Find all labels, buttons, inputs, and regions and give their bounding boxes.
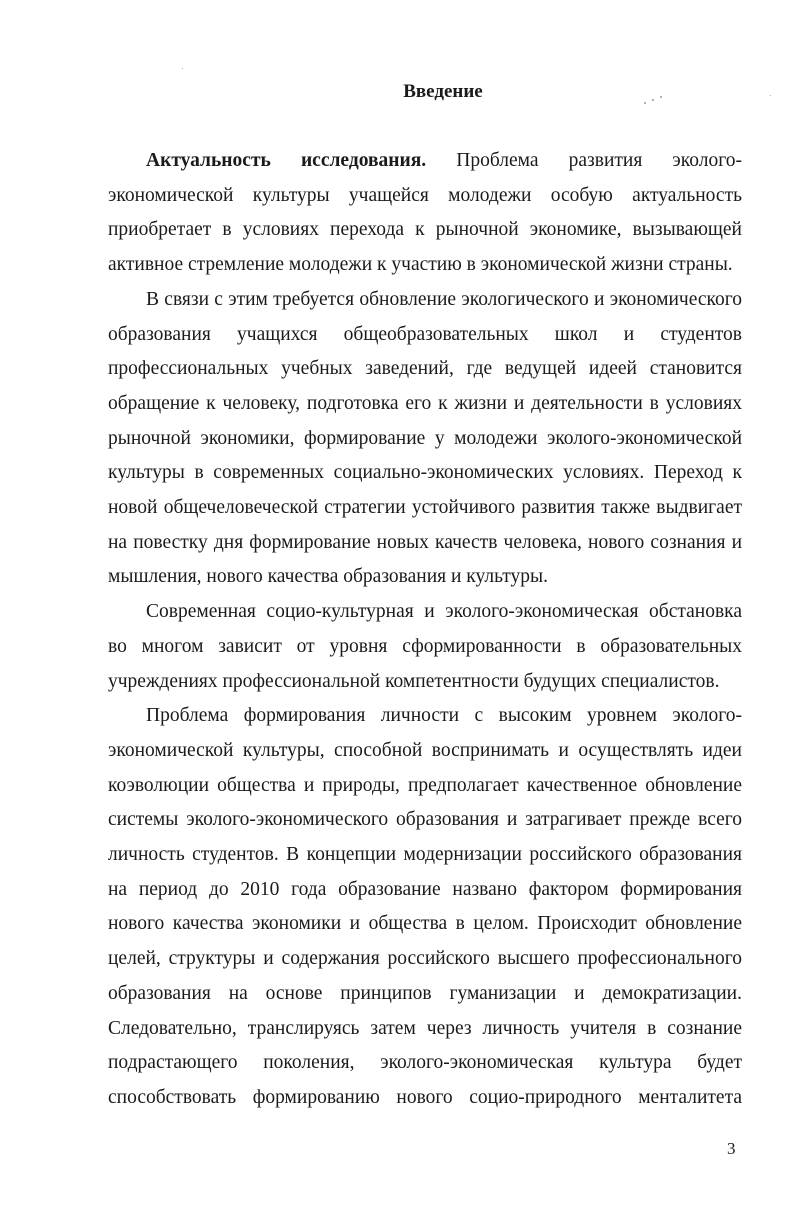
- paragraph-lead: Актуальность исследования.: [146, 150, 427, 171]
- paragraph-text: В связи с этим требуется обновление экологического и экономического образования учащихся общеобразовательных школ и студентов профессиональных учебных заведений, где ведущей идеей становится обращение к человеку, подготовка его к жизни и деятельности в условиях рыночной экономики, формирование у молодежи эколого-экономической культуры в современных социально-экономических условиях. Переход к новой общечеловеческой стратегии устойчивого развития также выдвигает на повестку дня формирование новых качеств человека, нового сознания и мышления, нового качества образования и культуры.: [108, 288, 742, 588]
- paragraph-relevance: [108, 144, 742, 283]
- section-title: Введение: [403, 81, 483, 102]
- paragraph: [108, 699, 742, 1115]
- paragraph: [108, 595, 742, 699]
- paragraph-text: Проблема развития эколого-экономической культуры учащейся молодежи особую актуальность приобретает в условиях перехода к рыночной экономике, вызывающей активное стремление молодежи к участию в экономической жизни страны.: [108, 150, 742, 276]
- page-number: 3: [727, 1139, 736, 1158]
- paragraph: [108, 283, 742, 595]
- paragraph-text: Проблема формирования личности с высоким уровнем эколого-экономической культуры, способной воспринимать и осуществлять идеи коэволюции общества и природы, предполагает качественное обновление системы эколого-экономического образования и затрагивает прежде всего личность студентов. В концепции модернизации российского образования на период до 2010 года образование названо фактором формирования нового качества экономики и общества в целом. Происходит обновление целей, структуры и содержания российского высшего профессионального образования на основе принципов гуманизации и демократизации. Следовательно, транслируясь затем через личность учителя в сознание подрастающего поколения, эколого-экономическая культура будет способствовать формированию нового социо-природного менталитета: [108, 705, 742, 1108]
- body-text: [108, 144, 742, 1116]
- scan-speck: [182, 68, 183, 69]
- paragraph-text: Современная социо-культурная и эколого-экономическая обстановка во многом зависит от уровня сформированности в образовательных учреждениях профессиональной компетентности будущих специалистов.: [108, 601, 742, 692]
